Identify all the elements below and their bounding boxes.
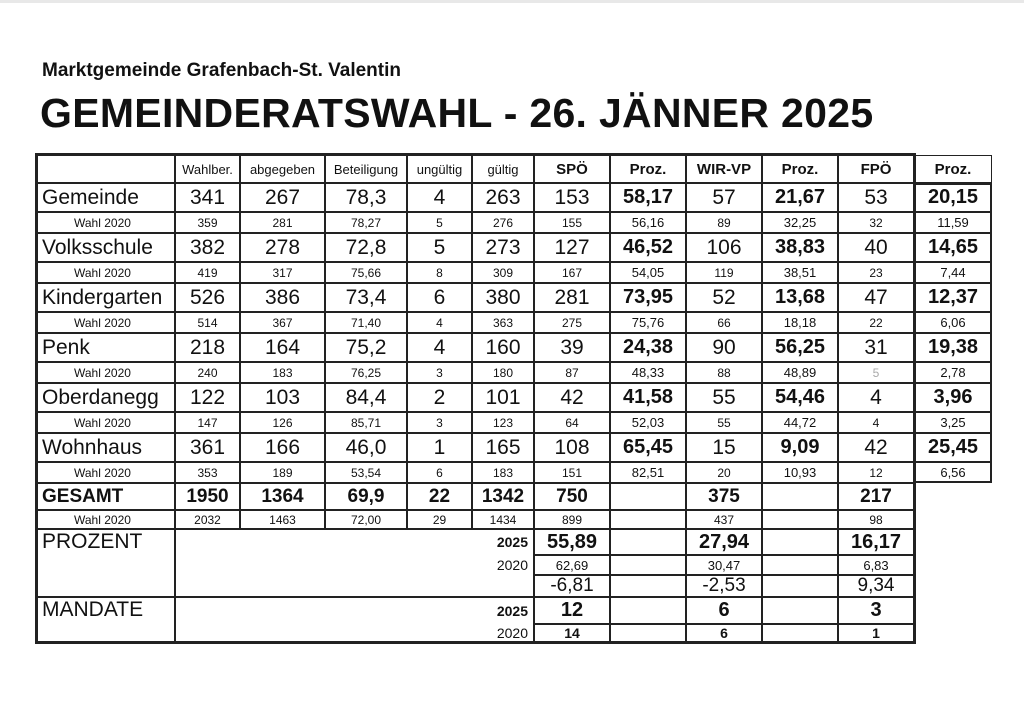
fpo-percent-frame <box>914 183 992 483</box>
district-label: Volksschule <box>37 233 175 262</box>
percent-cell: 48,33 <box>610 362 686 383</box>
table-cell: 183 <box>240 362 325 383</box>
table-cell: 90 <box>686 333 762 362</box>
year-label: 2025 <box>496 534 528 550</box>
spo-seats: 14 <box>534 624 610 642</box>
table-cell: 278 <box>240 233 325 262</box>
percent-cell: 3,96 <box>914 383 992 412</box>
previous-election-label: Wahl 2020 <box>37 262 175 283</box>
mandate-label: MANDATE <box>37 597 175 642</box>
table-cell: 75,2 <box>325 333 407 362</box>
percent-cell: 25,45 <box>914 433 992 462</box>
percent-cell: 56,16 <box>610 212 686 233</box>
table-cell: 166 <box>240 433 325 462</box>
previous-election-label: Wahl 2020 <box>37 362 175 383</box>
percent-cell: 38,51 <box>762 262 838 283</box>
column-header: Beteiligung <box>325 155 407 183</box>
table-cell: 382 <box>175 233 240 262</box>
table-cell: 6 <box>407 283 472 312</box>
total-previous-cell: 1463 <box>240 510 325 529</box>
percent-cell: 44,72 <box>762 412 838 433</box>
table-cell: 22 <box>838 312 914 333</box>
table-cell: 39 <box>534 333 610 362</box>
previous-election-label: Wahl 2020 <box>37 412 175 433</box>
total-cell: 69,9 <box>325 483 407 510</box>
year-label: 2020 <box>496 625 528 641</box>
table-cell: 526 <box>175 283 240 312</box>
percent-cell: 54,05 <box>610 262 686 283</box>
table-cell: 78,27 <box>325 212 407 233</box>
spo-percent: 62,69 <box>534 555 610 575</box>
table-cell: 380 <box>472 283 534 312</box>
table-cell: 353 <box>175 462 240 483</box>
table-cell: 359 <box>175 212 240 233</box>
previous-election-label: Wahl 2020 <box>37 212 175 233</box>
total-previous-cell: 98 <box>838 510 914 529</box>
percent-cell: 32,25 <box>762 212 838 233</box>
column-header: Wahlber. <box>175 155 240 183</box>
percent-label: PROZENT <box>37 529 175 597</box>
percent-cell: 3,25 <box>914 412 992 433</box>
percent-cell: 12,37 <box>914 283 992 312</box>
table-cell: 106 <box>686 233 762 262</box>
table-cell: 126 <box>240 412 325 433</box>
table-cell: 42 <box>838 433 914 462</box>
table-cell: 73,4 <box>325 283 407 312</box>
table-cell: 6 <box>407 462 472 483</box>
percent-cell: 58,17 <box>610 183 686 212</box>
percent-cell: 21,67 <box>762 183 838 212</box>
percent-cell: 46,52 <box>610 233 686 262</box>
table-cell: 5 <box>838 362 914 383</box>
table-cell: 275 <box>534 312 610 333</box>
table-cell: 57 <box>686 183 762 212</box>
percent-cell: 52,03 <box>610 412 686 433</box>
table-cell: 4 <box>407 312 472 333</box>
table-cell: 153 <box>534 183 610 212</box>
fpo-seats: 3 <box>838 597 914 624</box>
total-cell: 1950 <box>175 483 240 510</box>
table-cell: 341 <box>175 183 240 212</box>
spo-seats: 12 <box>534 597 610 624</box>
percent-cell: 19,38 <box>914 333 992 362</box>
percent-cell: 41,58 <box>610 383 686 412</box>
table-cell: 123 <box>472 412 534 433</box>
table-cell: 183 <box>472 462 534 483</box>
percent-cell: 20,15 <box>914 183 992 212</box>
percent-cell: 2,78 <box>914 362 992 383</box>
fpo-percent: 9,34 <box>838 575 914 597</box>
percent-cell: 10,93 <box>762 462 838 483</box>
total-cell: 1342 <box>472 483 534 510</box>
percent-cell: 9,09 <box>762 433 838 462</box>
wir-vp-percent: -2,53 <box>686 575 762 597</box>
table-cell: 12 <box>838 462 914 483</box>
table-cell: 88 <box>686 362 762 383</box>
table-cell: 2 <box>407 383 472 412</box>
column-header: Proz. <box>762 155 838 183</box>
table-cell: 309 <box>472 262 534 283</box>
total-previous-cell: 437 <box>686 510 762 529</box>
total-label: GESAMT <box>37 483 175 510</box>
total-cell: 750 <box>534 483 610 510</box>
table-cell: 72,8 <box>325 233 407 262</box>
district-label: Gemeinde <box>37 183 175 212</box>
table-cell: 189 <box>240 462 325 483</box>
table-cell: 85,71 <box>325 412 407 433</box>
table-cell: 20 <box>686 462 762 483</box>
total-previous-cell: 1434 <box>472 510 534 529</box>
total-previous-cell: 29 <box>407 510 472 529</box>
table-cell: 165 <box>472 433 534 462</box>
table-cell: 64 <box>534 412 610 433</box>
fpo-percent: 6,83 <box>838 555 914 575</box>
total-previous-cell: 2032 <box>175 510 240 529</box>
table-cell: 42 <box>534 383 610 412</box>
table-cell: 53,54 <box>325 462 407 483</box>
percent-cell: 6,56 <box>914 462 992 483</box>
table-cell: 4 <box>838 412 914 433</box>
table-cell: 4 <box>407 333 472 362</box>
wir-vp-seats: 6 <box>686 624 762 642</box>
spo-percent: 55,89 <box>534 529 610 555</box>
table-cell: 419 <box>175 262 240 283</box>
total-cell: 1364 <box>240 483 325 510</box>
percent-cell: 56,25 <box>762 333 838 362</box>
table-cell: 55 <box>686 383 762 412</box>
percent-cell: 65,45 <box>610 433 686 462</box>
table-frame <box>35 153 916 644</box>
table-cell: 8 <box>407 262 472 283</box>
table-cell: 5 <box>407 233 472 262</box>
table-cell: 84,4 <box>325 383 407 412</box>
table-cell: 147 <box>175 412 240 433</box>
column-header: abgegeben <box>240 155 325 183</box>
table-cell: 87 <box>534 362 610 383</box>
municipality-name: Marktgemeinde Grafenbach-St. Valentin <box>42 60 401 81</box>
column-header: Proz. <box>914 155 992 183</box>
table-cell: 89 <box>686 212 762 233</box>
table-cell: 15 <box>686 433 762 462</box>
percent-cell: 6,06 <box>914 312 992 333</box>
table-cell: 164 <box>240 333 325 362</box>
table-cell: 71,40 <box>325 312 407 333</box>
percent-cell: 14,65 <box>914 233 992 262</box>
total-cell: 375 <box>686 483 762 510</box>
table-cell: 3 <box>407 362 472 383</box>
table-cell: 47 <box>838 283 914 312</box>
table-cell: 5 <box>407 212 472 233</box>
table-cell: 55 <box>686 412 762 433</box>
district-label: Oberdanegg <box>37 383 175 412</box>
table-cell: 180 <box>472 362 534 383</box>
previous-election-label: Wahl 2020 <box>37 312 175 333</box>
column-header: ungültig <box>407 155 472 183</box>
table-cell: 32 <box>838 212 914 233</box>
year-label: 2025 <box>496 602 528 619</box>
table-cell: 46,0 <box>325 433 407 462</box>
wir-vp-percent: 30,47 <box>686 555 762 575</box>
district-label: Wohnhaus <box>37 433 175 462</box>
table-cell: 273 <box>472 233 534 262</box>
percent-cell: 38,83 <box>762 233 838 262</box>
total-cell: 217 <box>838 483 914 510</box>
table-cell: 108 <box>534 433 610 462</box>
year-label: 2020 <box>496 557 528 573</box>
previous-election-label: Wahl 2020 <box>37 462 175 483</box>
table-cell: 167 <box>534 262 610 283</box>
district-label: Penk <box>37 333 175 362</box>
column-header: Proz. <box>610 155 686 183</box>
fpo-seats: 1 <box>838 624 914 642</box>
table-cell: 263 <box>472 183 534 212</box>
table-cell: 386 <box>240 283 325 312</box>
wir-vp-seats: 6 <box>686 597 762 624</box>
percent-cell: 54,46 <box>762 383 838 412</box>
column-header: WIR-VP <box>686 155 762 183</box>
table-cell: 127 <box>534 233 610 262</box>
table-cell: 76,25 <box>325 362 407 383</box>
wir-vp-percent: 27,94 <box>686 529 762 555</box>
spo-percent: -6,81 <box>534 575 610 597</box>
total-previous-cell: 72,00 <box>325 510 407 529</box>
table-cell: 52 <box>686 283 762 312</box>
district-label: Kindergarten <box>37 283 175 312</box>
table-cell: 363 <box>472 312 534 333</box>
table-cell: 281 <box>534 283 610 312</box>
table-cell: 78,3 <box>325 183 407 212</box>
percent-cell: 7,44 <box>914 262 992 283</box>
table-cell: 1 <box>407 433 472 462</box>
table-cell: 514 <box>175 312 240 333</box>
table-cell: 23 <box>838 262 914 283</box>
page-title: GEMEINDERATSWAHL - 26. JÄNNER 2025 <box>40 90 874 136</box>
total-cell: 22 <box>407 483 472 510</box>
percent-cell: 11,59 <box>914 212 992 233</box>
percent-cell: 48,89 <box>762 362 838 383</box>
table-cell: 119 <box>686 262 762 283</box>
table-cell: 122 <box>175 383 240 412</box>
table-cell: 155 <box>534 212 610 233</box>
table-cell: 367 <box>240 312 325 333</box>
table-cell: 361 <box>175 433 240 462</box>
fpo-percent: 16,17 <box>838 529 914 555</box>
table-cell: 151 <box>534 462 610 483</box>
table-cell: 160 <box>472 333 534 362</box>
percent-cell: 18,18 <box>762 312 838 333</box>
column-header: FPÖ <box>838 155 914 183</box>
table-cell: 31 <box>838 333 914 362</box>
table-cell: 218 <box>175 333 240 362</box>
table-cell: 66 <box>686 312 762 333</box>
percent-cell: 75,76 <box>610 312 686 333</box>
table-cell: 3 <box>407 412 472 433</box>
table-cell: 4 <box>838 383 914 412</box>
percent-cell: 82,51 <box>610 462 686 483</box>
table-cell: 276 <box>472 212 534 233</box>
table-cell: 75,66 <box>325 262 407 283</box>
table-cell: 317 <box>240 262 325 283</box>
table-cell: 267 <box>240 183 325 212</box>
table-cell: 101 <box>472 383 534 412</box>
percent-cell: 13,68 <box>762 283 838 312</box>
table-cell: 53 <box>838 183 914 212</box>
table-cell: 4 <box>407 183 472 212</box>
table-cell: 281 <box>240 212 325 233</box>
total-previous-cell: 899 <box>534 510 610 529</box>
table-cell: 103 <box>240 383 325 412</box>
total-previous-label: Wahl 2020 <box>37 510 175 529</box>
table-cell: 240 <box>175 362 240 383</box>
table-cell: 40 <box>838 233 914 262</box>
column-header: SPÖ <box>534 155 610 183</box>
percent-cell: 24,38 <box>610 333 686 362</box>
column-header: gültig <box>472 155 534 183</box>
percent-cell: 73,95 <box>610 283 686 312</box>
